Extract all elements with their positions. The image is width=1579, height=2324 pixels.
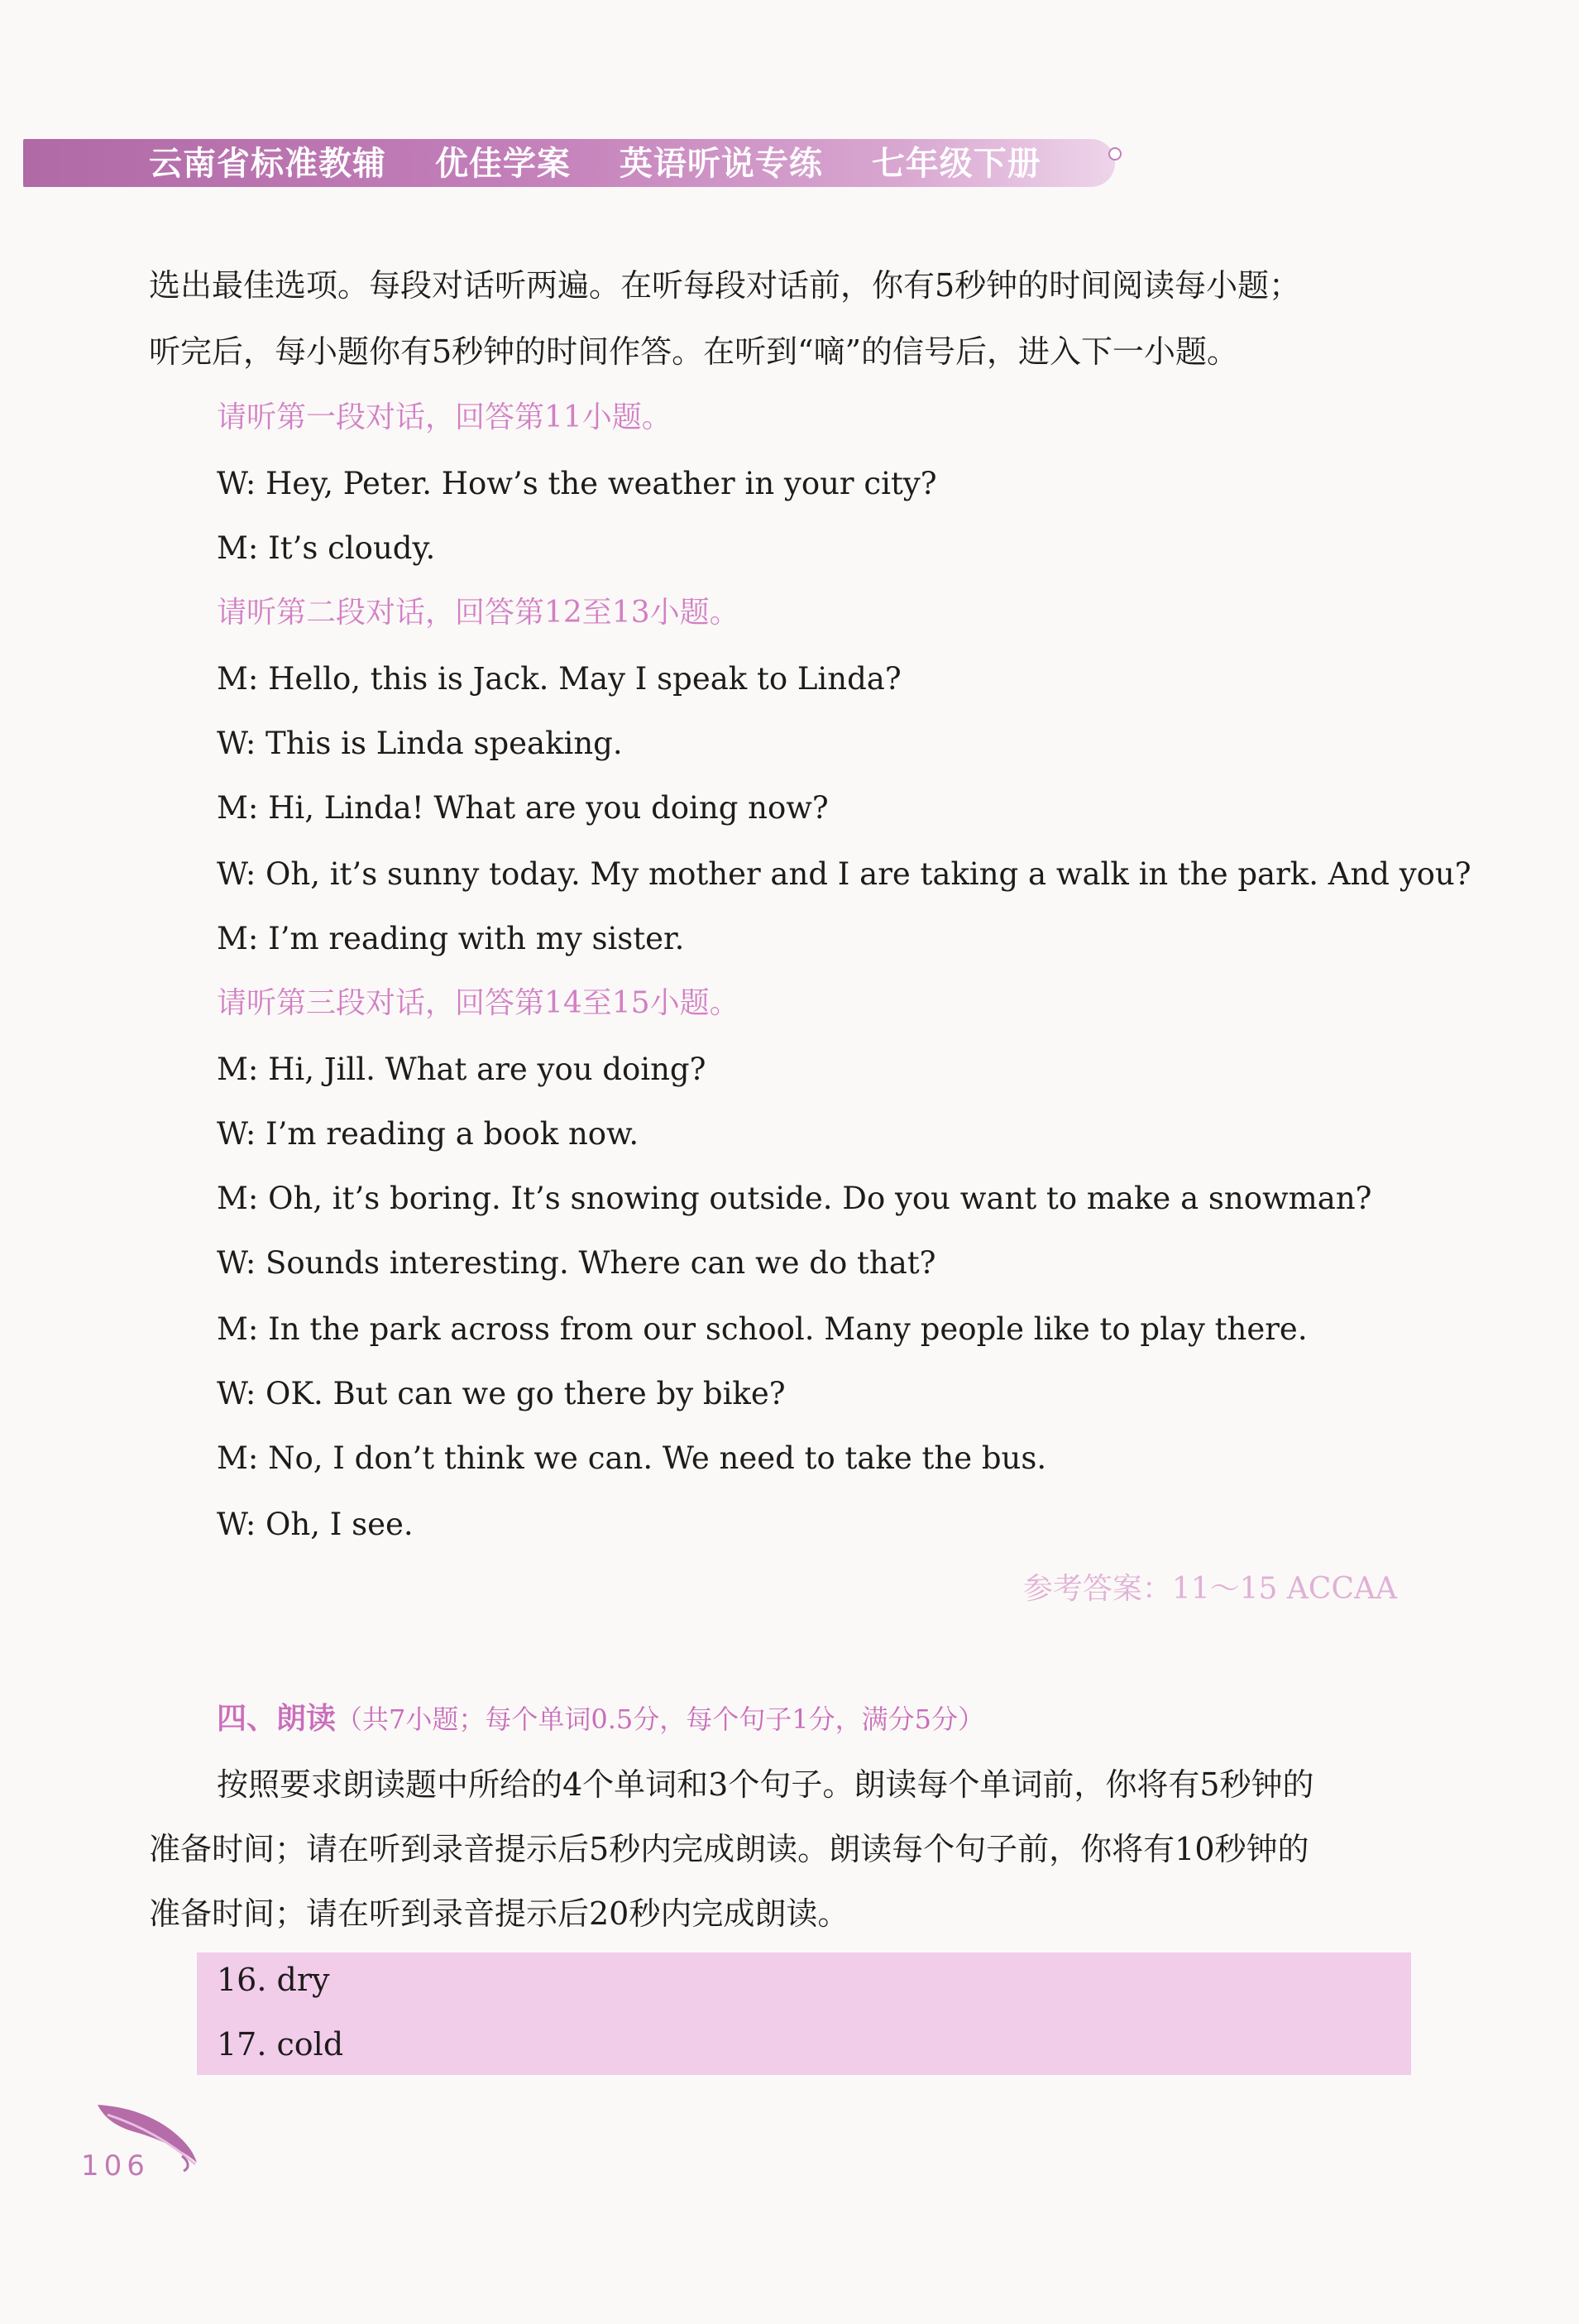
book-title [149, 141, 1078, 187]
section-1-instruction: 请听第一段对话，回答第11小题。 [217, 400, 672, 434]
dialog-line: M: Hi, Jill. What are you doing? [217, 1052, 706, 1087]
dialog-line: W: Oh, I see. [217, 1507, 414, 1542]
word-list-box [197, 1953, 1411, 2075]
intro-line-1: 选出最佳选项。每段对话听两遍。在听每段对话前，你有5秒钟的时间阅读每小题； [149, 267, 1301, 304]
reading-instruction-line-1: 按照要求朗读题中所给的4个单词和3个句子。朗读每个单词前，你将有5秒钟的 [217, 1766, 1314, 1803]
reading-section-heading [217, 1698, 984, 1740]
dialog-line: M: I’m reading with my sister. [217, 921, 685, 956]
reading-instruction-line-3: 准备时间；请在听到录音提示后20秒内完成朗读。 [149, 1895, 849, 1932]
reading-title: 四、朗读 [217, 1701, 337, 1736]
word-item: 16. dry [217, 1962, 330, 1998]
reading-instruction-line-2: 准备时间；请在听到录音提示后5秒内完成朗读。朗读每个句子前，你将有10秒钟的 [149, 1831, 1309, 1867]
intro-line-2: 听完后，每小题你有5秒钟的时间作答。在听到“嘀”的信号后，进入下一小题。 [149, 333, 1239, 370]
subject-name: 英语听说专练 [619, 145, 823, 183]
dialog-line: M: In the park across from our school. Many people like to play there. [217, 1311, 1308, 1347]
grade-name: 七年级下册 [871, 145, 1041, 183]
dialog-line: W: Sounds interesting. Where can we do that? [217, 1245, 936, 1281]
dialog-line: W: I’m reading a book now. [217, 1116, 639, 1152]
page-number: 106 [81, 2149, 150, 2183]
dialog-line: W: Oh, it’s sunny today. My mother and I are taking a walk in the park. And you? [217, 856, 1471, 892]
dialog-line: M: No, I don’t think we can. We need to take the bus. [217, 1440, 1047, 1476]
dialog-line: M: It’s cloudy. [217, 530, 436, 566]
dialog-line: M: Hi, Linda! What are you doing now? [217, 790, 829, 826]
dialog-line: M: Oh, it’s boring. It’s snowing outside. Do you want to make a snowman? [217, 1181, 1372, 1216]
dialog-line: W: OK. But can we go there by bike? [217, 1376, 786, 1411]
dialog-line: W: Hey, Peter. How’s the weather in your city? [217, 466, 937, 501]
header-dot-icon [1108, 147, 1122, 161]
word-item: 17. cold [217, 2026, 344, 2063]
series-name: 云南省标准教辅 [149, 145, 386, 183]
reading-scoring: （共7小题；每个单词0.5分，每个句子1分，满分5分） [336, 1703, 984, 1735]
dialog-line: M: Hello, this is Jack. May I speak to Linda? [217, 661, 902, 697]
section-2-instruction: 请听第二段对话，回答第12至13小题。 [217, 596, 739, 630]
dialog-line: W: This is Linda speaking. [217, 726, 623, 761]
answer-key: 参考答案：11～15 ACCAA [1022, 1572, 1397, 1606]
section-3-instruction: 请听第三段对话，回答第14至15小题。 [217, 986, 739, 1020]
brand-name: 优佳学案 [434, 145, 571, 183]
